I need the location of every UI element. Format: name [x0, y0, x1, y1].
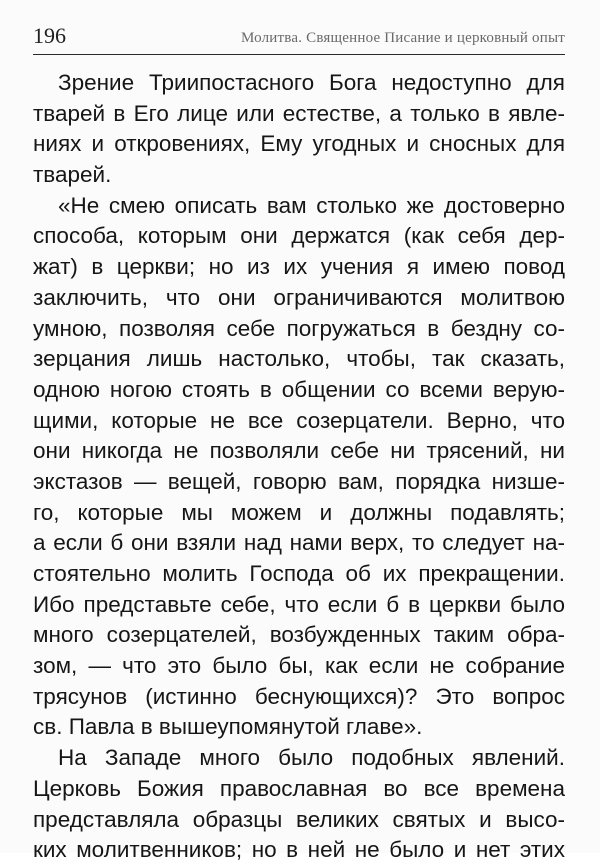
text-line: экстазов — вещей, говорю вам, порядка низше-: [33, 468, 565, 494]
paragraph-3: [33, 743, 565, 866]
text-line: св. Павла в вышеупомянутой главе».: [33, 714, 423, 740]
text-line: стоятельно молить Господа об их прекращении.: [33, 561, 565, 586]
text-line: трясунов (истинно беснующихся)? Это вопрос: [33, 683, 565, 709]
text-line: умною, позволяя себе погружаться в бездну со-: [33, 315, 565, 341]
text-line: Ибо представьте себе, что если б в церкви было: [33, 591, 565, 617]
text-line: они никогда не позволяли себе ни трясений, ни: [33, 438, 565, 464]
text-line: зерцания лишь настолько, чтобы, так сказать,: [33, 346, 565, 372]
text-line: жат) в церкви; но из их учения я имею повод: [33, 254, 565, 280]
paragraph-2-quote: [33, 191, 565, 743]
text-line: ниях и откровениях, Ему угодных и сносных для: [33, 131, 565, 157]
text-line: тварей.: [33, 162, 112, 188]
text-line: Зрение Триипостасного Бога недоступно для: [58, 70, 565, 95]
text-line: представляла образцы великих святых и высо-: [33, 806, 565, 832]
text-line: «Не смею описать вам столько же достоверно: [58, 192, 565, 218]
text-line: тварей в Его лице или естестве, а только в явле-: [33, 100, 565, 126]
text-line: способа, которым они держатся (как себя дер-: [33, 223, 565, 249]
text-line: го, которые мы можем и должны подавлять;: [33, 499, 565, 525]
page-number: 196: [33, 23, 66, 48]
text-line: много созерцателей, возбужденных таким обра-: [33, 622, 565, 648]
paragraph-1: [33, 68, 565, 191]
text-line: На Западе много было подобных явлений.: [58, 745, 565, 771]
text-line: а если б они взяли над нами верх, то следует на-: [33, 530, 565, 556]
page-header: [33, 20, 565, 55]
text-line: зом, — что это было бы, как если не собрание: [33, 653, 565, 679]
page-body: [33, 68, 565, 866]
running-title: Молитва. Священное Писание и церковный опыт: [240, 30, 565, 46]
text-line: заключить, что они ограничиваются молитвою: [33, 284, 565, 310]
text-line: одною ногою стоять в общении со всеми верую-: [33, 376, 565, 402]
text-line: щими, которые не все созерцатели. Верно, что: [33, 407, 565, 433]
text-line: Церковь Божия православная во все времена: [33, 775, 565, 801]
text-line: ких молитвенников; но в ней не было и нет этих: [33, 837, 565, 863]
